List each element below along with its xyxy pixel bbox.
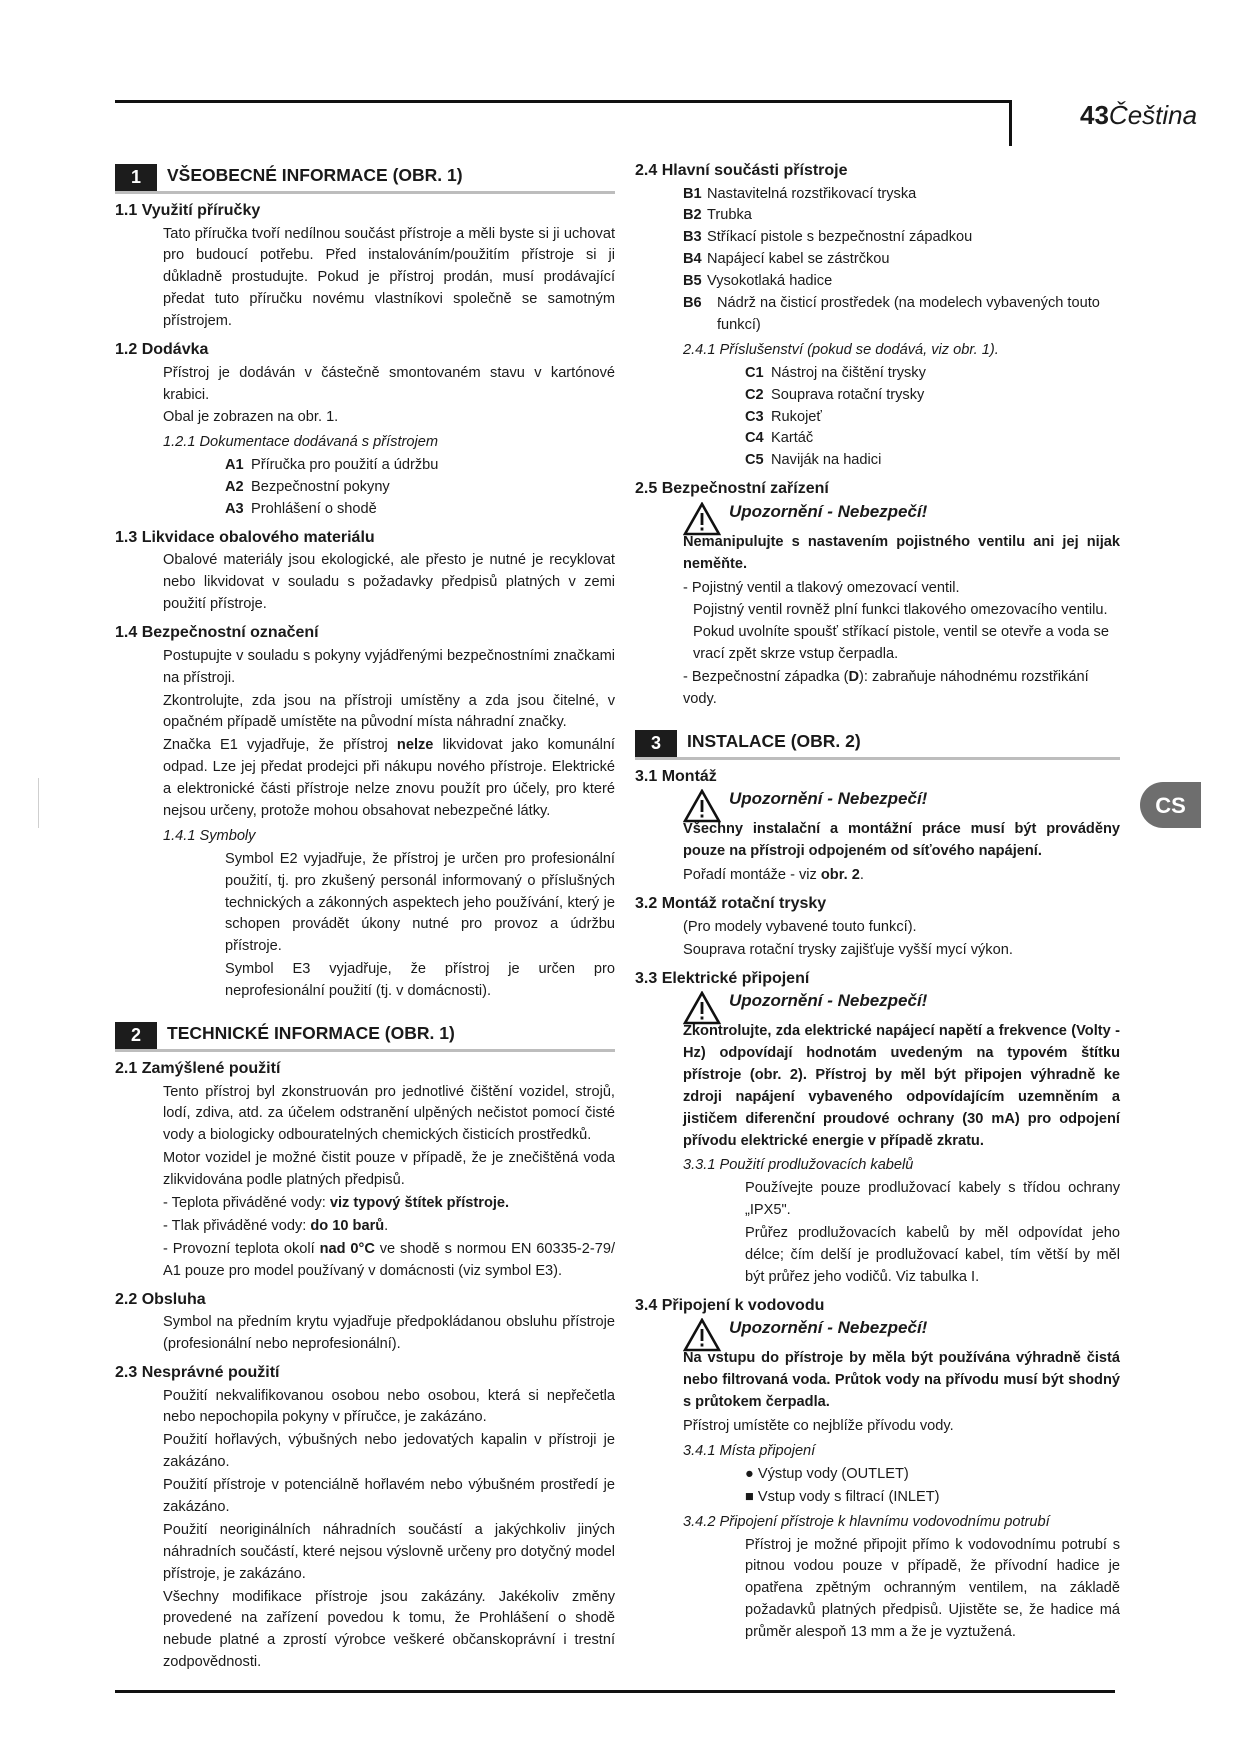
paragraph: Symbol na předním krytu vyjadřuje předpokládanou obsluhu přístroje (profesionální nebo neprofesionální). [163,1314,615,1353]
square-bullet-icon: ■ [745,1488,758,1505]
warning-block [635,502,1120,576]
paragraph: Obalové materiály jsou ekologické, ale přesto je nutné je recyklovat nebo likvidovat v souladu s požadavky předpisů platných v zemi použití přístroje. [163,552,615,613]
dash-item [635,667,1120,711]
item-code: C2 [745,386,764,403]
heading-3-4: 3.4 Připojení k vodovodu [635,1296,825,1314]
page-number: 43 [1080,100,1109,130]
item-code: B5 [683,273,702,290]
subheading-1-4-1: 1.4.1 Symboly [163,827,256,844]
list-item [745,363,1120,385]
item-code: B6 [683,295,702,312]
bullet-text: Vstup vody s filtrací (INLET) [757,1488,940,1505]
list-item [683,249,1120,271]
accessories-list [635,363,1120,472]
subheading-3-4-2: 3.4.2 Připojení přístroje k hlavnímu vodovodnímu potrubí [683,1513,1050,1530]
paragraph [635,865,1120,887]
warning-title: Upozornění - Nebezpečí! [729,1318,928,1338]
list-item [745,428,1120,450]
item-code: C1 [745,364,764,381]
section-number: 2 [115,1022,157,1049]
heading-3-3: 3.3 Elektrické připojení [635,969,810,987]
bullet-text: Výstup vody (OUTLET) [757,1465,909,1482]
list-item [745,450,1120,472]
item-text: Napájecí kabel se zástrčkou [707,251,890,268]
item-text: Bezpečnostní pokyny [251,479,390,496]
text-run-bold: nad 0°C [319,1240,375,1257]
section-1-heading [115,164,615,194]
paragraph: Používejte pouze prodlužovací kabely s třídou ochrany „IPX5". [745,1180,1120,1219]
subheading-3-3-1: 3.3.1 Použití prodlužovacích kabelů [683,1157,914,1174]
item-text: Příručka pro použití a údržbu [251,457,439,474]
warning-block [635,789,1120,863]
section-number: 1 [115,164,157,191]
warning-text: Na vstupu do přístroje by měla být používána výhradně čistá nebo filtrovaná voda. Průtok vody na přívodu musí být shodný s průtokem čerpadla. [683,1350,1120,1411]
bullet-item [635,1487,1120,1509]
right-column [635,160,1120,1645]
item-text: Nastavitelná rozstřikovací tryska [707,185,917,202]
paragraph: Zkontrolujte, zda jsou na přístroji umístěny a zda jsou čitelné, v opačném případě umístěte na původní místa náhradní značky. [163,692,615,731]
item-text: Souprava rotační trysky [771,386,925,403]
warning-triangle-icon [683,1318,721,1352]
paragraph: Použití přístroje v potenciálně hořlavém nebo výbušném prostředí je zakázáno. [163,1477,615,1516]
paragraph: Průřez prodlužovacích kabelů by měl odpovídat jeho délce; čím delší je prodlužovací kabel, tím větší by měl být průřez jeho vodičů. Viz tabulka I. [745,1225,1120,1285]
documentation-list [115,455,615,521]
item-text: Nádrž na čisticí prostředek (na modelech vybavených touto funkcí) [717,295,1100,333]
warning-header [635,991,1120,1025]
heading-1-1: 1.1 Využití příručky [115,202,261,219]
top-rule-tick [1009,100,1012,146]
subheading-3-4-1: 3.4.1 Místa připojení [683,1442,816,1459]
list-item [683,184,1120,206]
dash-item: - Tlak přiváděné vody: do 10 barů. [163,1217,389,1234]
paragraph: Použití nekvalifikovanou osobou nebo osobou, která si nepřečetla nebo nepochopila pokyny v příručce, je zakázáno. [163,1387,615,1426]
item-code: B2 [683,207,702,224]
item-code: C4 [745,430,764,447]
paragraph: Tato příručka tvoří nedílnou součást přístroje a měli byste si ji uchovat pro budoucí potřebu. Před instalováním/použitím přístroje si ji důkladně prostudujte. Pokud je přístroj prodán, musí prodávající předat tuto příručku novému vlastníkovi společně se samotným přístrojem. [163,225,615,330]
bottom-rule [115,1690,1115,1693]
text-run: . [859,867,864,884]
heading-1-2: 1.2 Dodávka [115,341,209,359]
warning-triangle-icon [683,991,721,1025]
subheading-1-2-1: 1.2.1 Dokumentace dodávaná s přístrojem [163,434,439,451]
paragraph [115,735,615,823]
heading-3-1: 3.1 Montáž [635,767,717,785]
warning-triangle-icon [683,789,721,823]
item-text: Nástroj na čištění trysky [771,364,926,381]
warning-block [635,1318,1120,1414]
dash-item [115,1239,615,1283]
heading-2-1: 2.1 Zamýšlené použití [115,1059,281,1077]
text-run: - Tlak přiváděné vody: [163,1217,311,1234]
language-tab: CS [1140,782,1201,828]
paragraph: Postupujte v souladu s pokyny vyjádřenými bezpečnostními značkami na přístroji. [163,647,615,686]
warning-title: Upozornění - Nebezpečí! [729,789,928,809]
item-code: C3 [745,408,764,425]
warning-block [635,991,1120,1152]
warning-text: Nemanipulujte s nastavením pojistného ventilu ani jej nijak neměňte. [683,533,1120,572]
page-language: Čeština [1108,100,1198,130]
item-text: Kartáč [771,430,814,447]
list-item [683,271,1120,293]
paragraph: Přístroj je dodáván v částečně smontovaném stavu v kartónové krabici. [163,364,615,403]
paragraph: Všechny modifikace přístroje jsou zakázány. Jakékoliv změny provedené na zařízení povedou k tomu, že Prohlášení o shodě nebude platné a zprostí výrobce veškeré občanskoprávní i trestní zodpovědnosti. [163,1588,615,1671]
text-run: Pořadí montáže - viz [683,867,821,884]
warning-header [635,502,1120,536]
paragraph: Symbol E2 vyjadřuje, že přístroj je určen pro profesionální použití, tj. pro zkušený personál informovaný o příslušných technických a zákonných aspektech jeho používání, který je schopen provádět úkony nutné pro provoz a údržbu přístroje. [225,850,615,955]
dash-item: - Pojistný ventil a tlakový omezovací ventil. [683,579,960,596]
list-item [683,227,1120,249]
paragraph: (Pro modely vybavené touto funkcí). [683,918,917,935]
text-run-bold: nelze [396,737,434,754]
text-run: ): zabraňuje náhodnému rozstřikání vody. [683,669,1089,707]
item-code: A3 [225,500,244,517]
item-text: Vysokotlaká hadice [707,273,833,290]
paragraph: Přístroj je možné připojit přímo k vodovodnímu potrubí s pitnou vodou pouze v případě, že přívodní hadice je opatřena zpětným ochranným ventilem, na základě požadavků platných předpisů. Ujistěte se, že hadice má průměr alespoň 13 mm a že je vyztužená. [745,1536,1120,1641]
heading-3-2: 3.2 Montáž rotační trysky [635,895,827,913]
paragraph: Pojistný ventil rovněž plní funkci tlakového omezovacího ventilu. Pokud uvolníte spoušť stříkací pistole, ventil se otevře a voda se vrací zpět skrze vstup čerpadla. [693,602,1109,663]
list-item [225,499,615,521]
paragraph: Použití hořlavých, výbušných nebo jedovatých kapalin v přístroji je zakázáno. [163,1432,615,1471]
circle-bullet-icon: ● [745,1465,758,1482]
item-text: Trubka [707,207,752,224]
list-item [683,205,1120,227]
section-title: INSTALACE (OBR. 2) [687,730,861,751]
paragraph: Souprava rotační trysky zajišťuje vyšší mycí výkon. [683,941,1013,958]
list-item [745,385,1120,407]
bullet-item [635,1464,1120,1486]
warning-header [635,1318,1120,1352]
warning-text: Zkontrolujte, zda elektrické napájecí napětí a frekvence (Volty - Hz) odpovídají hodnotám uvedeným na typovém štítku přístroje (obr. 2). Přístroj by měl být připojen výhradně ke zdroji napájení vybaveného odpovídajícím uzemněním a jističem diferenční proudové ochrany (30 mA) pro odpojení přívodu elektrické energie v případě zkratu. [683,1023,1120,1149]
text-run: Značka E1 vyjadřuje, že přístroj [163,737,397,754]
item-text: Naviják na hadici [771,452,882,469]
paragraph: Symbol E3 vyjadřuje, že přístroj je určen pro neprofesionální použití (tj. v domácnosti). [225,961,615,1000]
components-list [635,184,1120,337]
text-run: ve shodě s normou EN 60335-2-79/ A1 pouze pro model používaný v domácnosti (viz symbol E3). [163,1240,615,1279]
heading-2-3: 2.3 Nesprávné použití [115,1363,280,1381]
text-run-bold: D [848,669,860,686]
heading-2-4: 2.4 Hlavní součásti přístroje [635,162,848,179]
heading-2-5: 2.5 Bezpečnostní zařízení [635,480,829,498]
warning-title: Upozornění - Nebezpečí! [729,501,928,521]
paragraph: Motor vozidel je možné čistit pouze v případě, že je znečištěná voda zlikvidována podle platných předpisů. [163,1150,615,1189]
heading-2-2: 2.2 Obsluha [115,1290,206,1308]
warning-triangle-icon [683,502,721,536]
item-text: Stříkací pistole s bezpečnostní západkou [707,229,973,246]
list-item [683,293,1120,337]
text-run-bold: viz typový štítek přístroje. [329,1195,510,1212]
heading-1-4: 1.4 Bezpečnostní označení [115,624,319,642]
paragraph: Použití neoriginálních náhradních součástí a jakýchkoliv jiných náhradních součástí, které nejsou výslovně určeny pro dotyčný model přístroje, je zakázáno. [163,1521,615,1582]
item-code: A1 [225,457,244,474]
item-code: A2 [225,479,244,496]
item-code: B4 [683,251,702,268]
margin-mark [38,778,39,828]
section-2-heading [115,1022,615,1052]
item-code: C5 [745,452,764,469]
section-3-heading [635,730,1120,760]
page-header [1080,100,1197,131]
section-title: VŠEOBECNÉ INFORMACE (OBR. 1) [167,165,463,185]
item-text: Prohlášení o shodě [251,500,377,517]
item-code: B1 [683,185,702,202]
top-rule [115,100,1010,103]
item-code: B3 [683,229,702,246]
list-item [225,477,615,499]
list-item [745,407,1120,429]
item-text: Rukojeť [771,408,822,425]
warning-header [635,789,1120,823]
paragraph: Tento přístroj byl zkonstruován pro jednotlivé čištění vozidel, strojů, lodí, zdiva, atd. za účelem odstranění ulpěných nečistot pomocí čisté vody a biologicky odbouratelných chemických čisticích prostředků. [163,1083,615,1144]
dash-item [115,1193,615,1215]
paragraph: Přístroj umístěte co nejblíže přívodu vody. [683,1418,954,1435]
list-item [225,455,615,477]
text-run: - Bezpečnostní západka ( [683,669,849,686]
warning-title: Upozornění - Nebezpečí! [729,991,928,1011]
warning-text: Všechny instalační a montážní práce musí být prováděny pouze na přístroji odpojeném od síťového napájení. [683,821,1120,860]
subheading-2-4-1: 2.4.1 Příslušenství (pokud se dodává, viz obr. 1). [683,341,999,358]
section-title: TECHNICKÉ INFORMACE (OBR. 1) [167,1022,455,1043]
heading-1-3: 1.3 Likvidace obalového materiálu [115,528,375,546]
text-run: likvidovat jako komunální odpad. Lze jej předat prodejci při nákupu nového přístroje. Elektrické a elektronické části přístroje nelze znovu použít pro účely, pro které nejsou určeny, protože mohou obsahovat nebezpečné látky. [163,737,615,819]
paragraph: Obal je zobrazen na obr. 1. [163,409,339,426]
section-number: 3 [635,730,677,757]
text-run: - Teplota přiváděné vody: [163,1195,330,1212]
left-column [115,160,615,1675]
text-run-bold: do 10 barů [310,1217,385,1234]
text-run-bold: obr. 2 [820,867,860,884]
text-run: - Provozní teplota okolí [163,1240,320,1257]
